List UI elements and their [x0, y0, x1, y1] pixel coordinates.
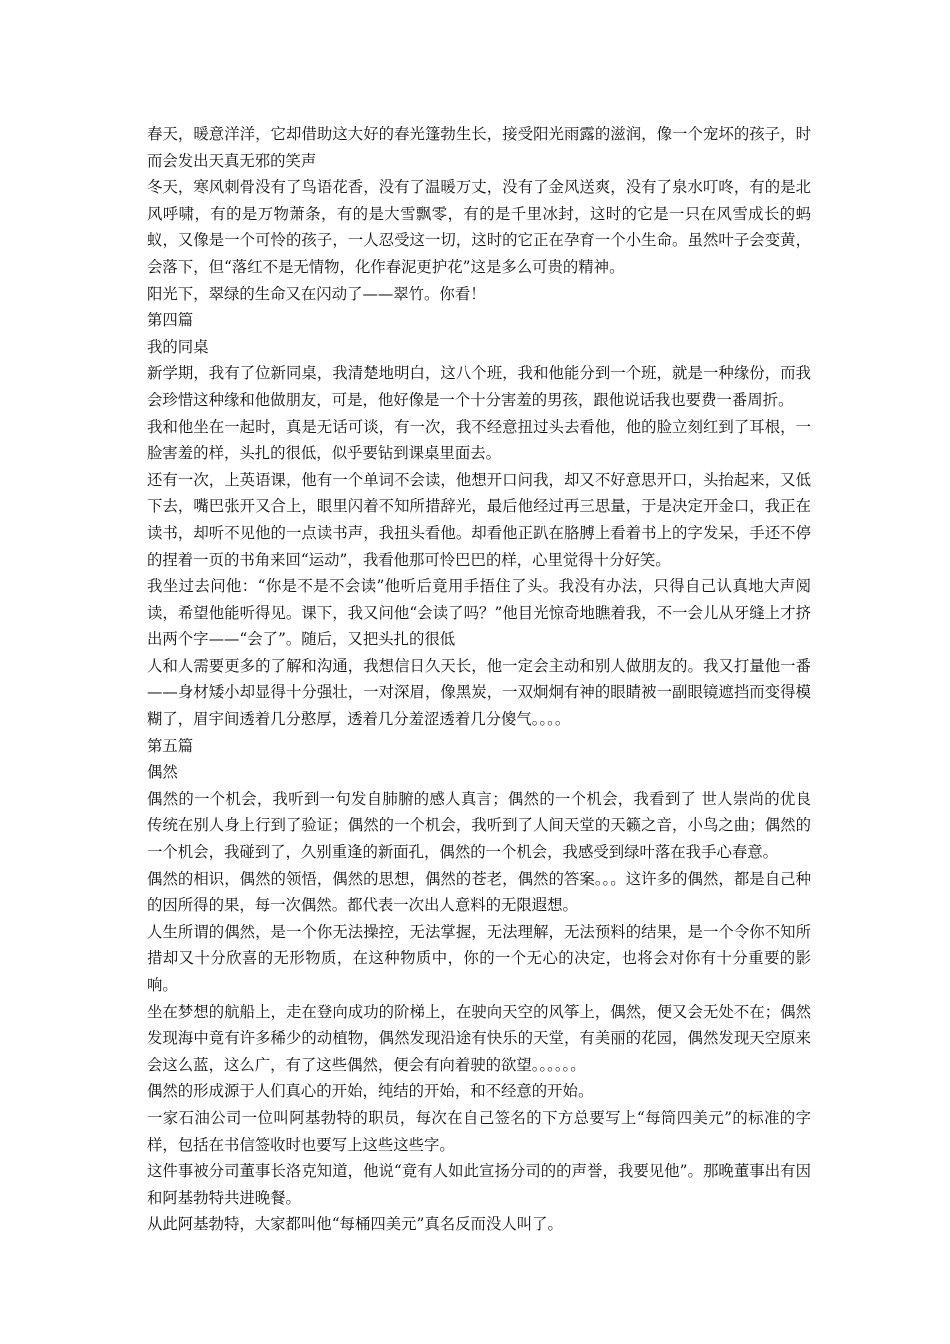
paragraph: 一家石油公司一位叫阿基勃特的职员，每次在自己签名的下方总要写上“每筒四美元”的标准的字样，包括在书信签收时也要写上这些这些字。 — [147, 1108, 811, 1154]
paragraph: 从此阿基勃特，大家都叫他“每桶四美元”真名反而没人叫了。 — [147, 1215, 563, 1234]
section-heading-4: 第四篇 — [147, 311, 194, 330]
paragraph: 我和他坐在一起时，真是无话可谈，有一次，我不经意扭过头去看他，他的脸立刻红到了耳根，一脸害羞的样，头扎的很低，似乎要钻到课桌里面去。 — [147, 417, 811, 463]
paragraph: 新学期，我有了位新同桌，我清楚地明白，这八个班，我和他能分到一个班，就是一种缘份，而我会珍惜这种缘和他做朋友，可是，他好像是一个十分害羞的男孩，跟他说话我也要费一番周折。 — [147, 364, 811, 409]
paragraph: 偶然的形成源于人们真心的开始，纯结的开始，和不经意的开始。 — [147, 1082, 594, 1101]
paragraph: 人和人需要更多的了解和沟通，我想信日久天长，他一定会主动和别人做朋友的。我又打量他一番——身材矮小却显得十分强壮，一对深眉，像黑炭，一双炯炯有神的眼睛被一副眼镜遮挡而变得模糊了，眉宇间透着几分憨厚，透着几分羞涩透着几分傻气。。。。 — [147, 656, 811, 729]
document-body — [147, 121, 811, 1238]
paragraph: 偶然的一个机会，我听到一句发自肺腑的感人真言；偶然的一个机会，我看到了 世人崇尚的优良传统在别人身上行到了验证；偶然的一个机会，我听到了人间天堂的天籁之音，小鸟之曲；偶然的一个机会，我碰到了，久别重逢的新面孔，偶然的一个机会，我感受到绿叶落在我手心春意。 — [147, 789, 811, 862]
article-title-desk-mate: 我的同桌 — [147, 337, 209, 356]
article-title-chance: 偶然 — [147, 763, 178, 782]
paragraph: 我坐过去问他：“你是不是不会读”他听后竟用手捂住了头。我没有办法，只得自己认真地大声阅读，希望他能听得见。课下，我又问他“会读了吗？”他目光惊奇地瞧着我，不一会儿从牙缝上才挤出两个字——“会了”。随后，又把头扎的很低 — [147, 577, 811, 649]
paragraph: 坐在梦想的航船上，走在登向成功的阶梯上，在驶向天空的风筝上，偶然，便又会无处不在；偶然发现海中竟有许多稀少的动植物，偶然发现沿途有快乐的天堂，有美丽的花园，偶然发现天空原来会这么蓝，这么广，有了这些偶然，便会有向着驶的欲望。。。。。。 — [147, 1002, 811, 1074]
paragraph: 人生所谓的偶然，是一个你无法操控，无法掌握，无法理解，无法预料的结果，是一个令你不知所措却又十分欣喜的无形物质，在这种物质中，你的一个无心的决定，也将会对你有十分重要的影响。 — [147, 922, 811, 994]
section-heading-5: 第五篇 — [147, 736, 194, 755]
paragraph-sunlight: 阳光下，翠绿的生命又在闪动了——翠竹。你看！ — [147, 284, 486, 303]
paragraph-spring: 春天，暖意洋洋，它却借助这大好的春光篷勃生长，接受阳光雨露的滋润，像一个宠坏的孩子，时而会发出天真无邪的笑声 — [147, 125, 811, 170]
paragraph-winter: 冬天，寒风刺骨没有了鸟语花香，没有了温暖万丈，没有了金风送爽，没有了泉水叮咚，有的是北风呼啸，有的是万物萧条，有的是大雪飘零，有的是千里冰封，这时的它是一只在风雪成长的蚂蚁，又像是一个可怜的孩子，一人忍受这一切，这时的它正在孕育一个小生命。虽然叶子会变黄，会落下，但“落红不是无情物，化作春泥更护花”这是多么可贵的精神。 — [147, 178, 811, 276]
paragraph: 还有一次，上英语课，他有一个单词不会读，他想开口问我，却又不好意思开口，头抬起来，又低下去，嘴巴张开又合上，眼里闪着不知所措辞光，最后他经过再三思量，于是决定开金口，我正在读书，却听不见他的一点读书声，我扭头看他。却看他正趴在胳膊上看着书上的字发呆，手还不停的捏着一页的书角来回“运动”，我看他那可怜巴巴的样，心里觉得十分好笑。 — [147, 470, 811, 569]
paragraph: 这件事被分司董事长洛克知道，他说“竟有人如此宣扬分司的的声誉，我要见他”。那晚董事出有因和阿基勃特共进晚餐。 — [147, 1162, 811, 1207]
paragraph: 偶然的相识，偶然的领悟，偶然的思想，偶然的苍老，偶然的答案。。。这许多的偶然，都是自己种的因所得的果，每一次偶然。都代表一次出人意料的无限遐想。 — [147, 869, 811, 915]
